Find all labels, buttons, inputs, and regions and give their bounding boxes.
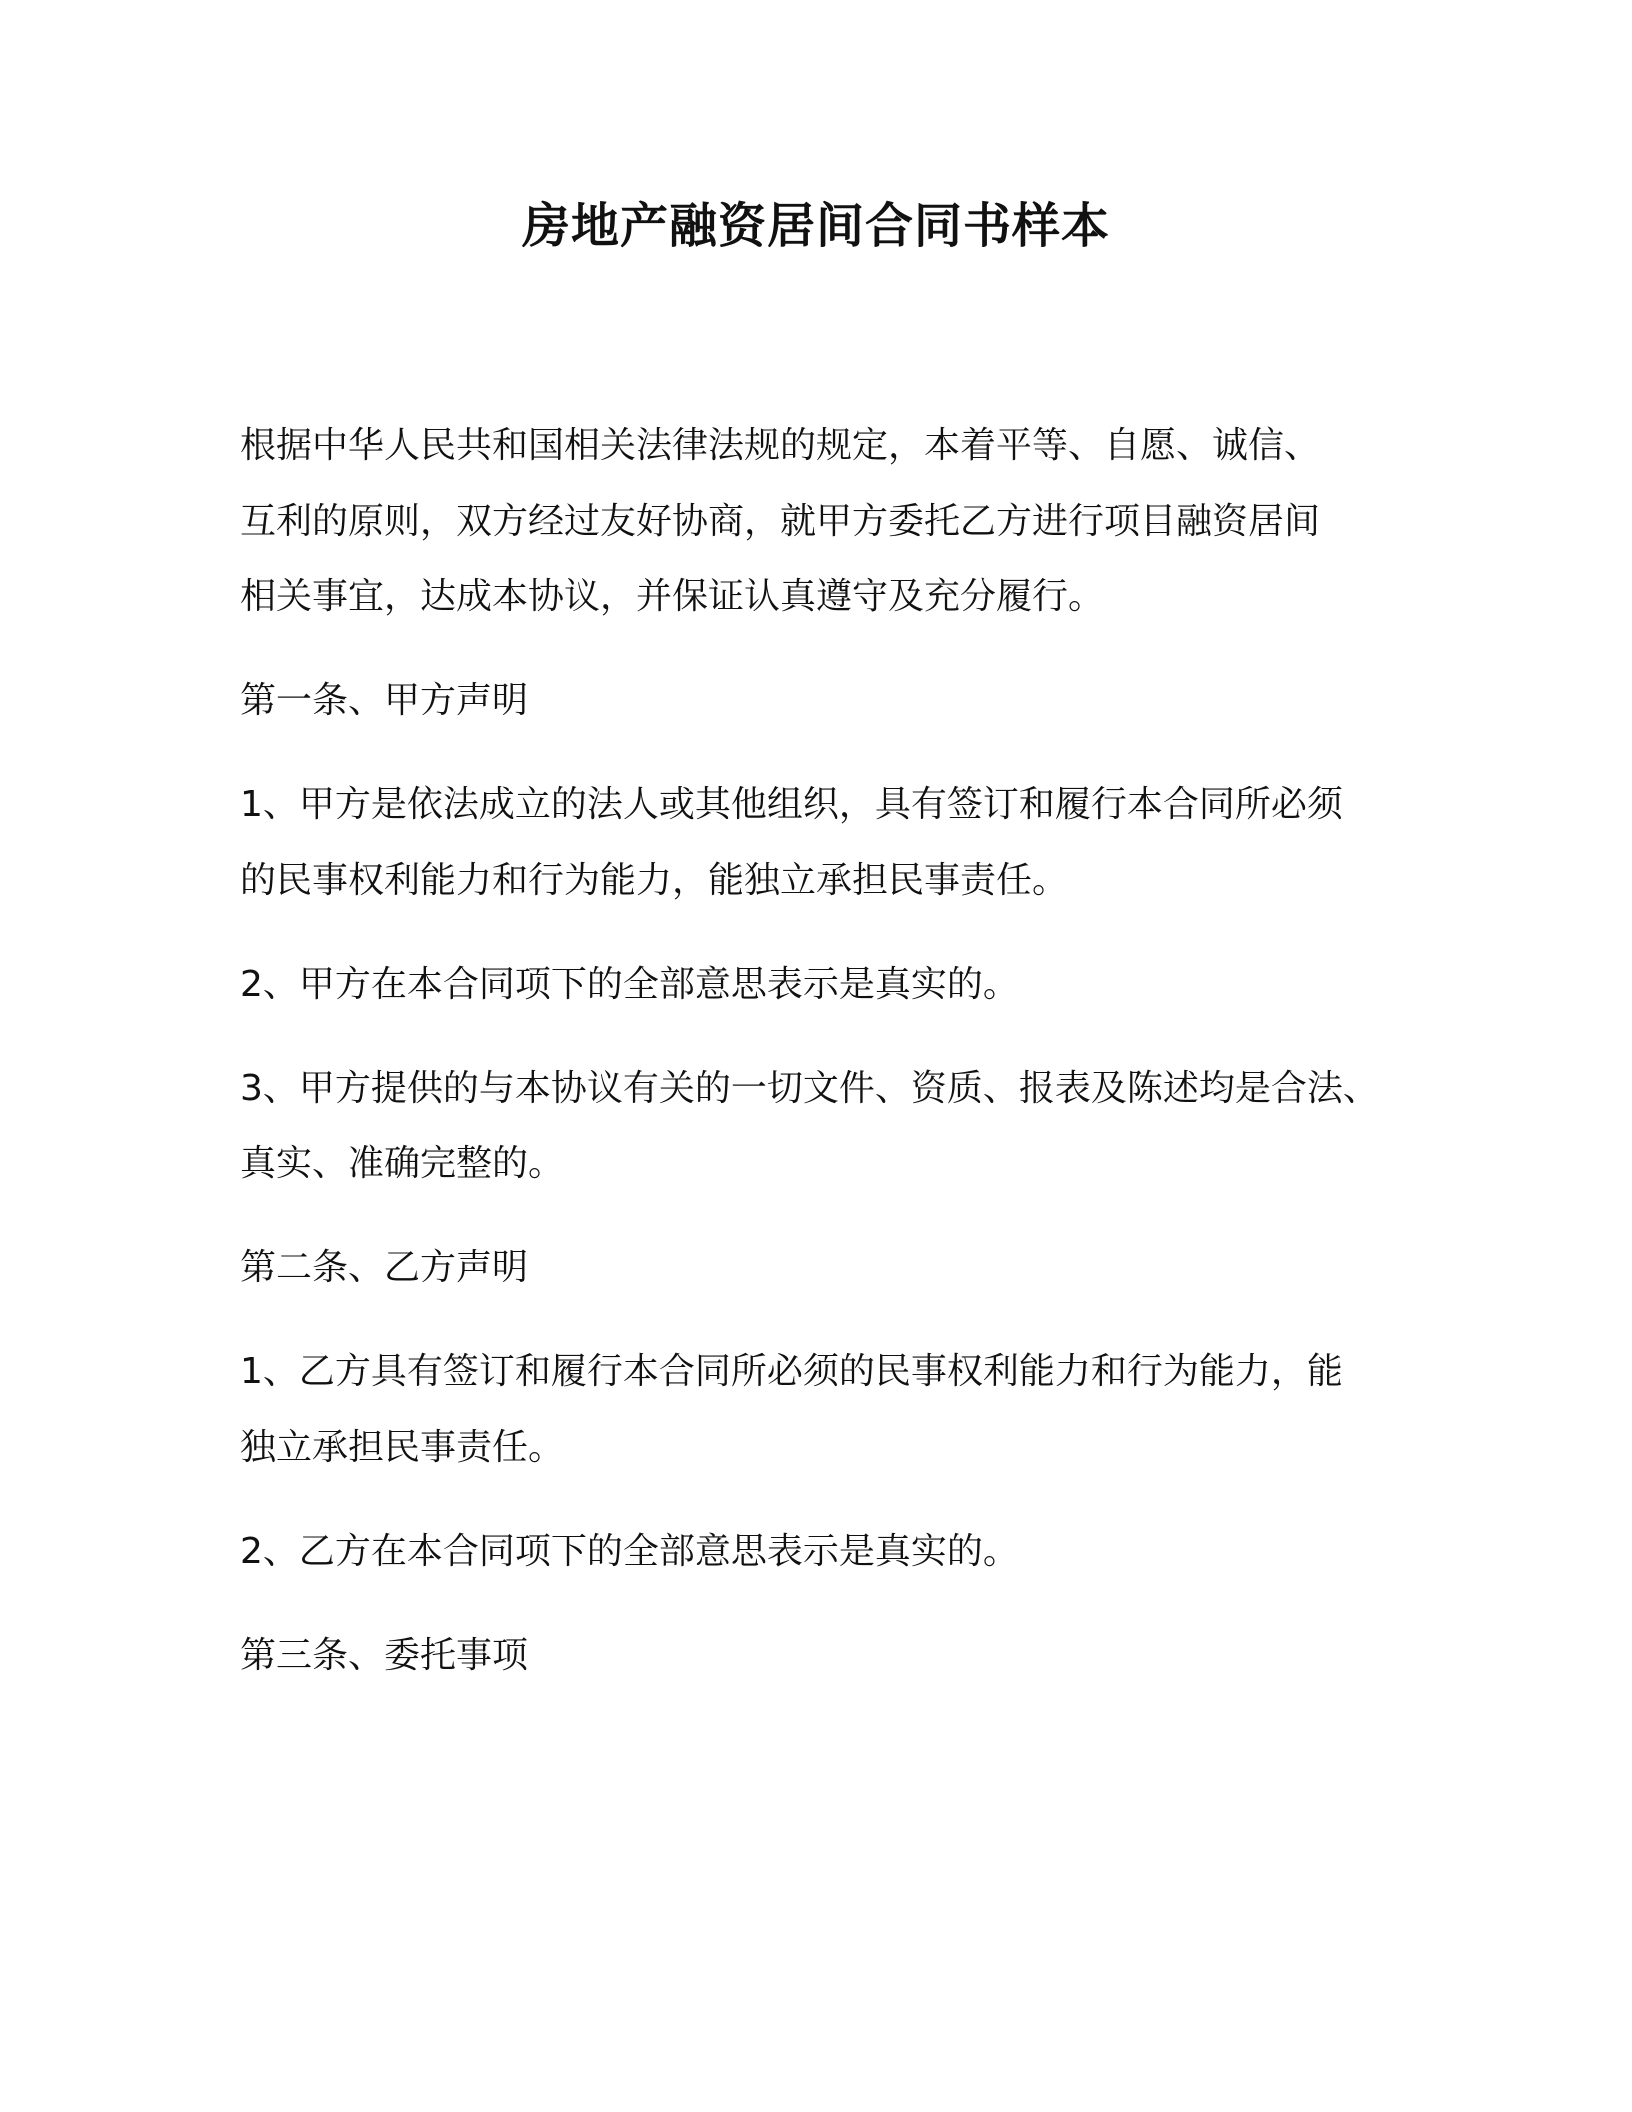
article1-item1-line-1: 1、甲方是依法成立的法人或其他组织，具有签订和履行本合同所必须: [240, 784, 1343, 825]
article3-heading: 第三条、委托事项: [240, 1635, 529, 1676]
article2-heading: 第二条、乙方声明: [240, 1247, 529, 1288]
article1-heading: 第一条、甲方声明: [240, 680, 529, 721]
article2-item1-line-2: 独立承担民事责任。: [240, 1427, 565, 1468]
article1-item3-line-1: 3、甲方提供的与本协议有关的一切文件、资质、报表及陈述均是合法、: [240, 1068, 1379, 1109]
article1-item2: 2、甲方在本合同项下的全部意思表示是真实的。: [240, 964, 1019, 1005]
intro-line-3: 相关事宜，达成本协议，并保证认真遵守及充分履行。: [240, 576, 1105, 617]
article1-item3-line-2: 真实、准确完整的。: [240, 1143, 565, 1184]
article2-item1-line-1: 1、乙方具有签订和履行本合同所必须的民事权利能力和行为能力，能: [240, 1351, 1343, 1392]
intro-line-2: 互利的原则，双方经过友好协商，就甲方委托乙方进行项目融资居间: [240, 501, 1321, 542]
article2-item2: 2、乙方在本合同项下的全部意思表示是真实的。: [240, 1531, 1019, 1572]
intro-line-1: 根据中华人民共和国相关法律法规的规定，本着平等、自愿、诚信、: [240, 425, 1321, 466]
document-title: 房地产融资居间合同书样本: [521, 198, 1110, 254]
article1-item1-line-2: 的民事权利能力和行为能力，能独立承担民事责任。: [240, 860, 1069, 901]
